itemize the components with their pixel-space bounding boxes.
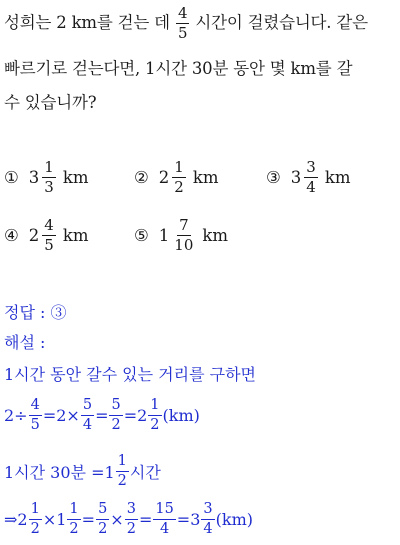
answer-label: 정답 : ③	[4, 303, 67, 322]
question	[4, 0, 398, 120]
choice-2[interactable]: ② 2 $\frac{1}{2}$ km	[134, 158, 219, 196]
explanation-label: 해설 :	[4, 333, 46, 352]
question-line-2: 빠르기로 걷는다면, 1시간 30분 동안 몇 km를 갈	[4, 59, 353, 78]
question-line-3: 수 있습니까?	[4, 93, 97, 112]
choice-1[interactable]: ① 3 $\frac{1}{3}$ km	[4, 158, 89, 196]
explanation-line-1: 1시간 동안 갈수 있는 거리를 구하면	[4, 365, 256, 384]
question-text-1a: 성희는 2 km를 걷는 데	[4, 13, 170, 32]
choice-5[interactable]: ⑤ 1 $\frac{7}{10}$ km	[134, 216, 229, 254]
question-text-1b: 시간이 걸렸습니다. 같은	[195, 13, 368, 32]
choice-3[interactable]: ③ 3 $\frac{3}{4}$ km	[266, 158, 351, 196]
equation-2: 1시간 30분 =1 $\frac{1}{2}$ 시간	[4, 453, 161, 489]
choice-4[interactable]: ④ 2 $\frac{4}{5}$ km	[4, 216, 89, 254]
equation-3: ⇒2 $\frac{1}{2}$ ×1 $\frac{1}{2}$ = $\frac{5}{2}$ × $\frac{3}{2}$ = $\frac{15}{4}$ =3 $\frac{3}{4}$ (km)	[4, 501, 253, 537]
fraction: $\frac{4}{5}$	[177, 4, 188, 42]
equation-1: 2÷ $\frac{4}{5}$ =2× $\frac{5}{4}$ = $\frac{5}{2}$ =2 $\frac{1}{2}$ (km)	[4, 397, 200, 433]
question-line-1	[4, 6, 398, 40]
